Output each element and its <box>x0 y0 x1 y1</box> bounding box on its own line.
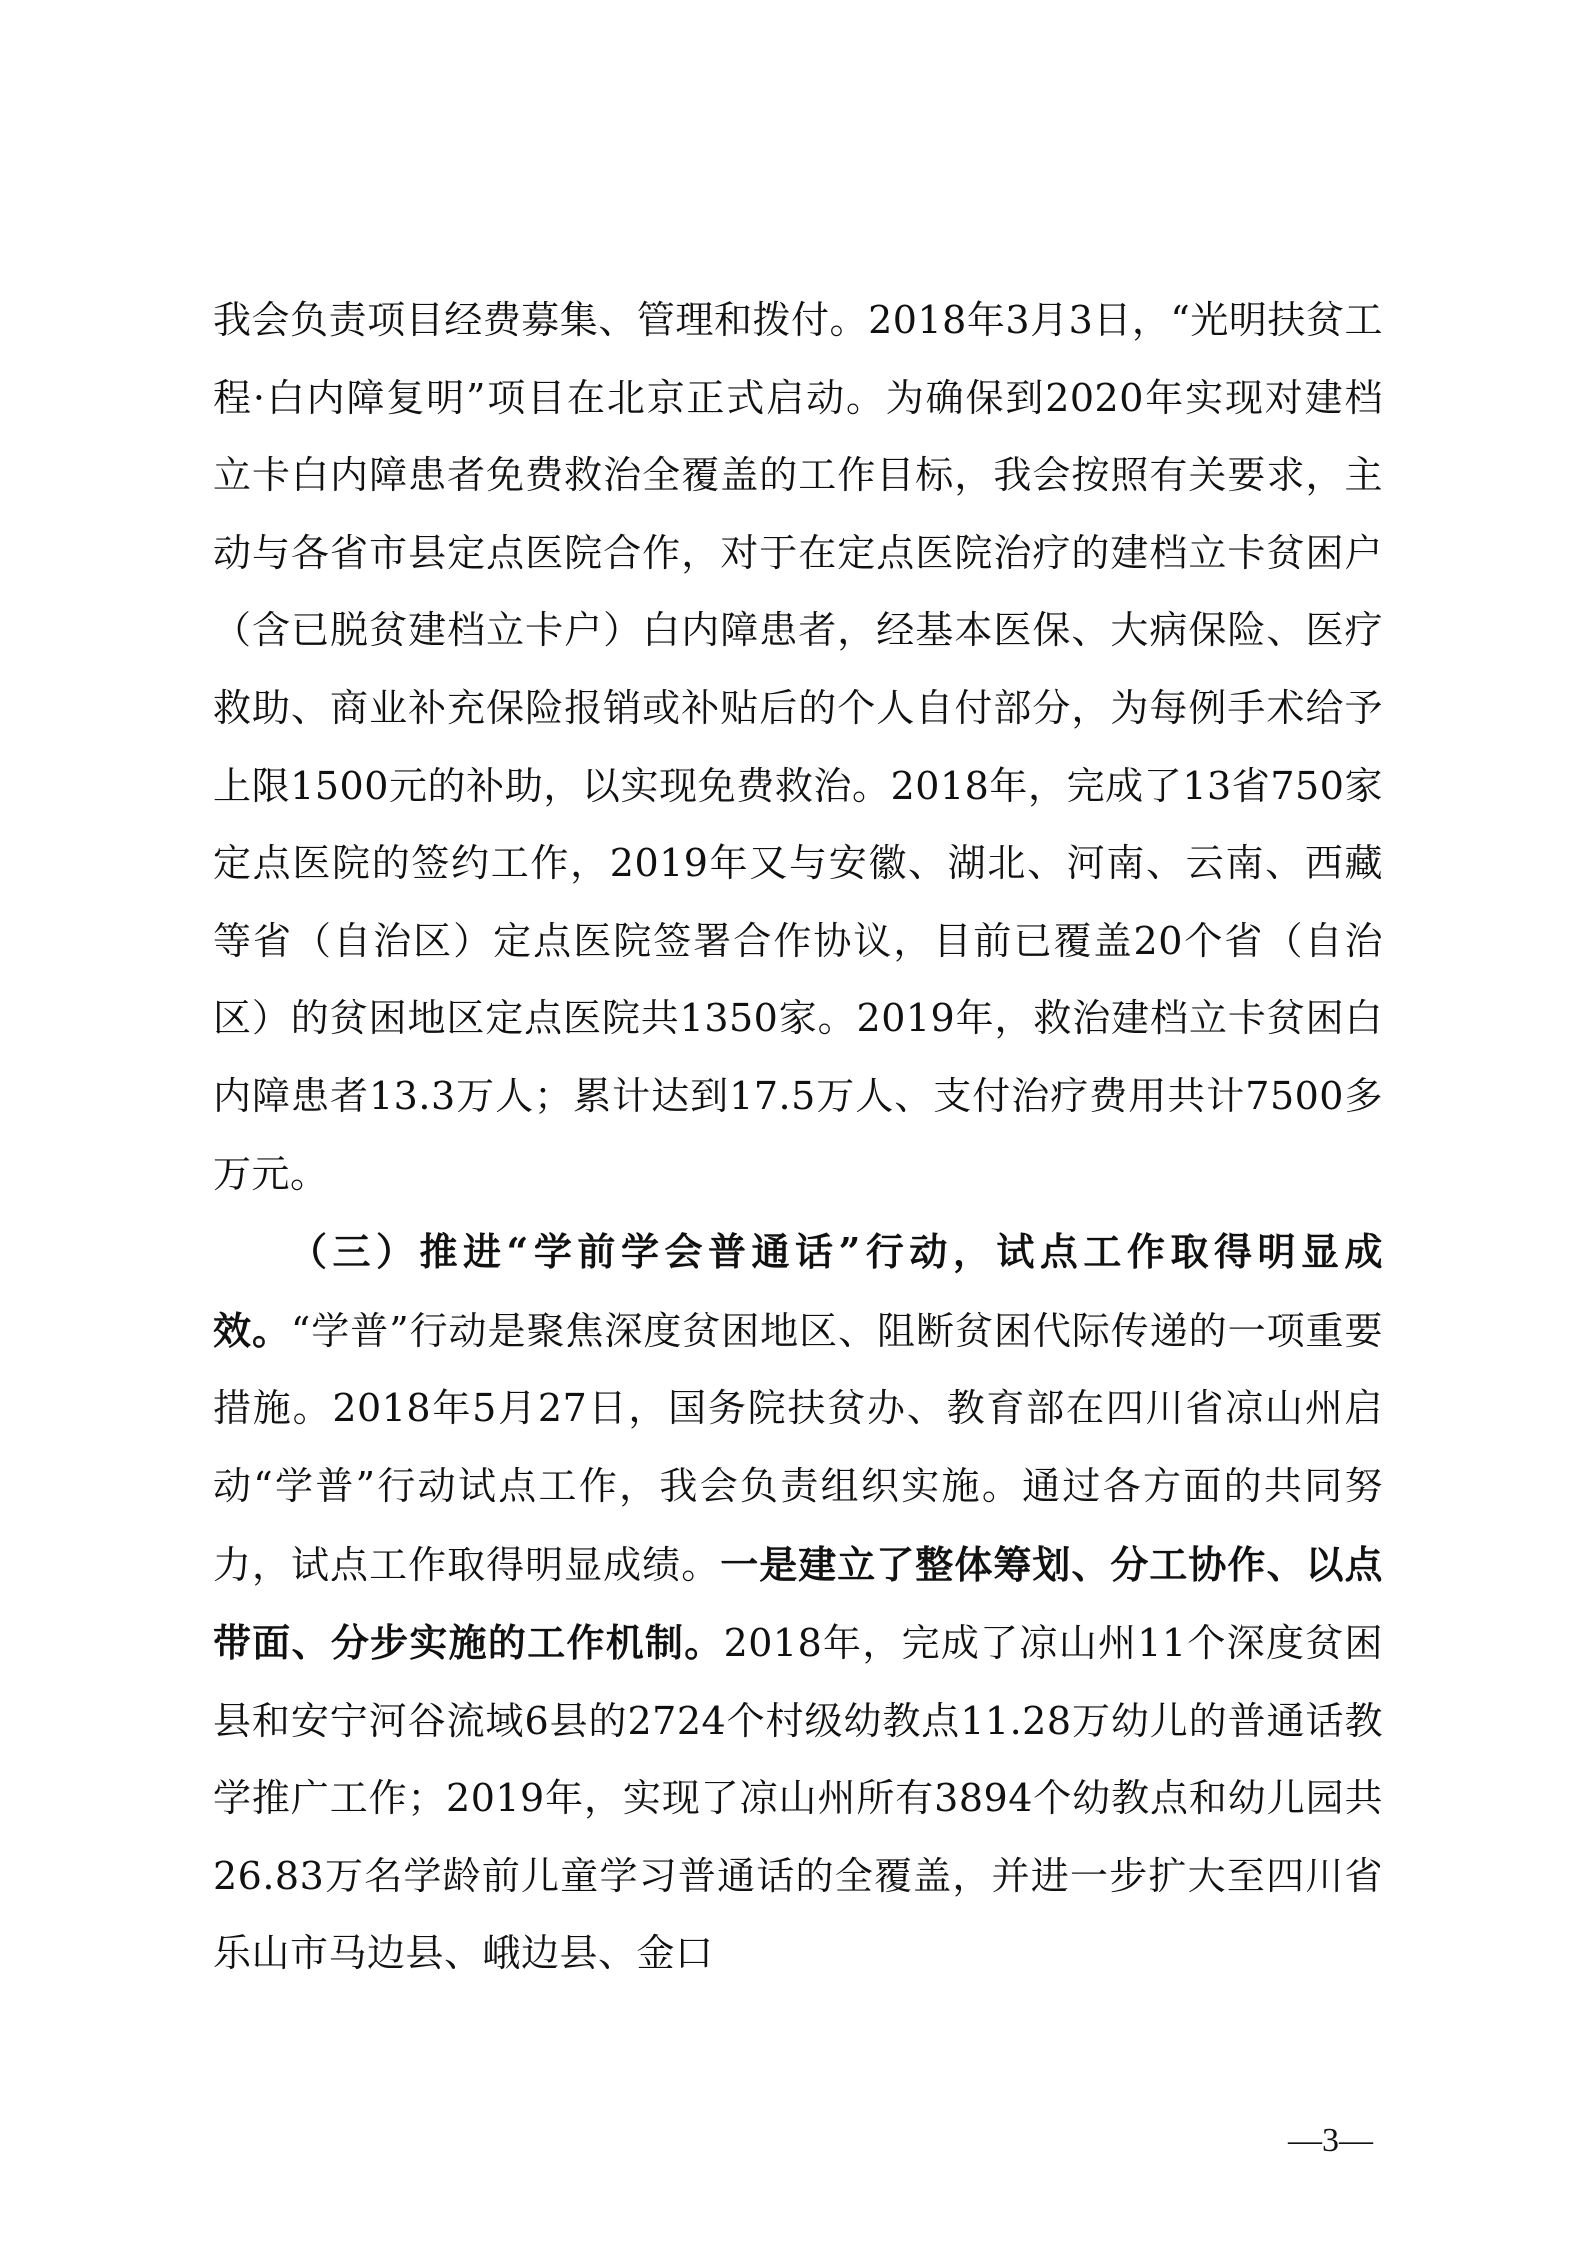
paragraph-xuepu-action <box>213 1213 1383 1993</box>
paragraph-xuepu-text-a: “学普”行动是聚焦深度贫困地区、阻断贫困代际传递的一项重要措施。2018年5月27日，国务院扶贫办、教育部在四川省凉山州启动“学普”行动试点工作，我会负责组织实施。通过各方面的共同努力，试点工作取得明显成绩。 <box>213 1308 1383 1587</box>
paragraph-project-funding-text: 我会负责项目经费募集、管理和拨付。2018年3月3日，“光明扶贫工程·白内障复明”项目在北京正式启动。为确保到2020年实现对建档立卡白内障患者免费救治全覆盖的工作目标，我会按照有关要求，主动与各省市县定点医院合作，对于在定点医院治疗的建档立卡贫困户（含已脱贫建档立卡户）白内障患者，经基本医保、大病保险、医疗救助、商业补充保险报销或补贴后的个人自付部分，为每例手术给予上限1500元的补助，以实现免费救治。2018年，完成了13省750家定点医院的签约工作，2019年又与安徽、湖北、河南、云南、西藏等省（自治区）定点医院签署合作协议，目前已覆盖20个省（自治区）的贫困地区定点医院共1350家。2019年，救治建档立卡贫困白内障患者13.3万人；累计达到17.5万人、支付治疗费用共计7500多万元。 <box>213 298 1383 1196</box>
paragraph-xuepu-bold-point: 一是建立了整体筹划、分工协作、以点带面、分步实施的工作机制。 <box>213 1541 1383 1666</box>
section-heading: （三）推进“学前学会普通话”行动，试点工作取得明显成效。 <box>213 1229 1383 1353</box>
paragraph-xuepu-text-b: 2018年，完成了凉山州11个深度贫困县和安宁河谷流域6县的2724个村级幼教点11.28万幼儿的普通话教学推广工作；2019年，实现了凉山州所有3894个幼教点和幼儿园共26.83万名学龄前儿童学习普通话的全覆盖，并进一步扩大至四川省乐山市马边县、峨边县、金口 <box>213 1621 1383 1976</box>
page-number: —3— <box>1288 2122 1373 2159</box>
page-body <box>213 282 1383 1993</box>
paragraph-project-funding <box>213 282 1383 1213</box>
